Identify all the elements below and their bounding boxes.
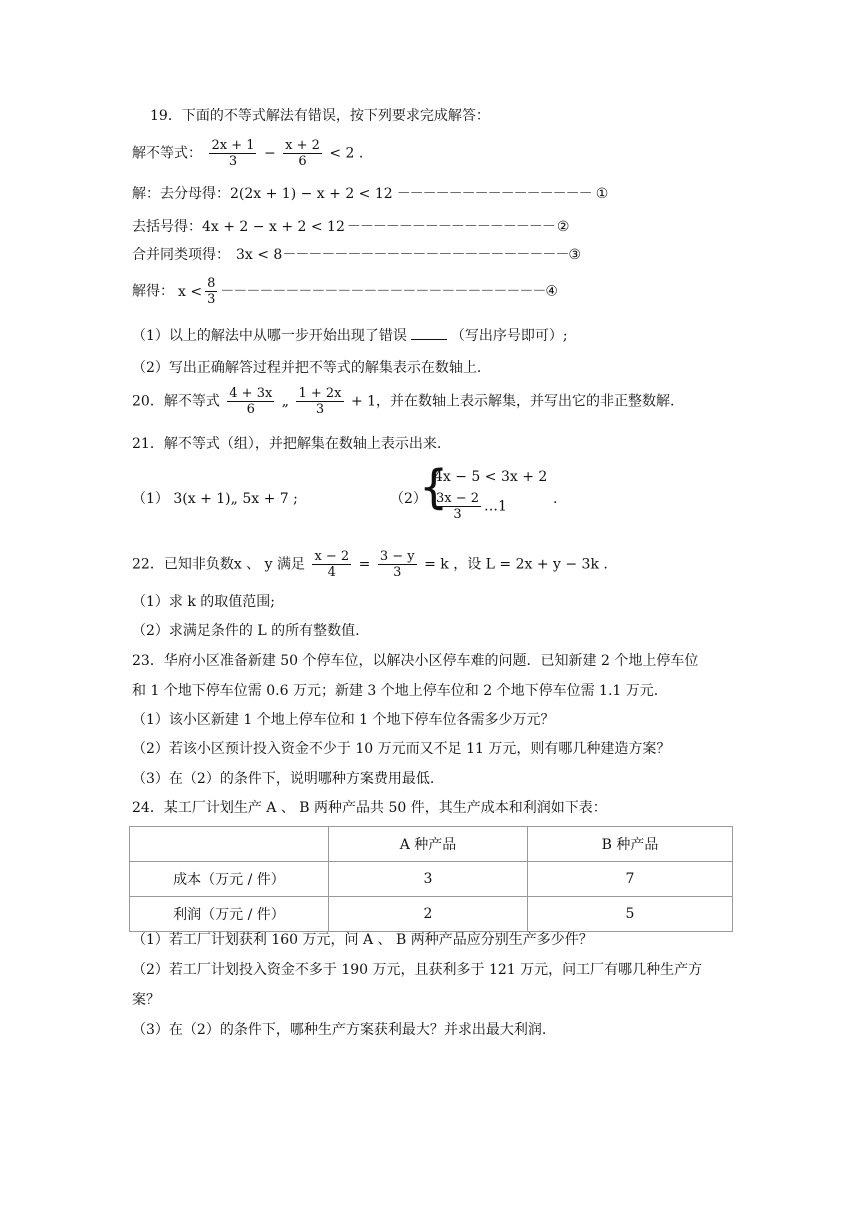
- q24-table: [129, 826, 733, 932]
- q22-fraction-2: $\frac{3 - y}{3}$: [379, 549, 415, 580]
- table-header-cell: [130, 827, 329, 862]
- q24-title: 24．某工厂计划生产 A 、 B 两种产品共 50 件，其生产成本和利润如下表：: [132, 800, 607, 816]
- q23-line-2: 和 1 个地下停车位需 0.6 万元；新建 3 个地上停车位和 2 个地下停车位需 1.1 万元.: [132, 683, 659, 699]
- answer-blank: [411, 327, 447, 340]
- q22-sub-2: （2）求满足条件的 L 的所有整数值.: [132, 623, 360, 639]
- q19-ineq-label: 解不等式：: [132, 145, 202, 162]
- q20-fraction-1: $\frac{4 + 3x}{6}$: [229, 386, 273, 417]
- table-header-cell: A 种产品: [328, 827, 527, 862]
- q19-title: 19．下面的不等式解法有错误，按下列要求完成解答：: [150, 108, 490, 124]
- table-cell: 利润（万元 / 件）: [130, 897, 329, 932]
- q21-system-line-1: 4x − 5 < 3x + 2: [434, 469, 548, 485]
- q19-step-1: 解：去分母得：2(2x + 1) − x + 2 < 12 －－－－－－－－－－－－－－－ ①: [132, 186, 609, 202]
- q22-sub-1: （1）求 k 的取值范围;: [132, 594, 276, 610]
- table-cell: 3: [328, 862, 527, 897]
- q24-sub-2-line-1: （2）若工厂计划投入资金不多于 190 万元，且获利多于 121 万元，问工厂有哪几种生产方: [132, 962, 703, 978]
- table-cell: 5: [527, 897, 732, 932]
- q19-step-2: 去括号得：4x + 2 − x + 2 < 12 －－－－－－－－－－－－－－－－ ②: [132, 219, 570, 235]
- q20: 20．解不等式 $\frac{4 + 3x}{6}$ „ $\frac{1 + 2x}{3}$ + 1，并在数轴上表示解集，并写出它的非正整数解.: [132, 386, 675, 417]
- q24-sub-3: （3）在（2）的条件下，哪种生产方案获利最大？并求出最大利润.: [132, 1022, 547, 1038]
- q20-fraction-2: $\frac{1 + 2x}{3}$: [298, 386, 342, 417]
- q23-sub-2: （2）若该小区预计投入资金不少于 10 万元而又不足 11 万元，则有哪几种建造方案？: [132, 741, 671, 757]
- q21-part-2-label: （2）: [390, 491, 427, 507]
- q19-sub-1: （1）以上的解法中从哪一步开始出现了错误 （写出序号即可）;: [132, 328, 568, 344]
- q23-sub-3: （3）在（2）的条件下，说明哪种方案费用最低.: [132, 771, 435, 787]
- q21-title: 21．解不等式（组），并把解集在数轴上表示出来.: [132, 436, 442, 452]
- table-cell: 7: [527, 862, 732, 897]
- q19-fraction-2: $\frac{x + 2}{6}$: [285, 138, 320, 169]
- table-header-cell: B 种产品: [527, 827, 732, 862]
- system-brace: {: [419, 460, 449, 514]
- table-header-row: [130, 827, 733, 862]
- q19-fraction-1: $\frac{2x + 1}{3}$: [211, 138, 255, 169]
- q21-system-line-2: $\frac{3x - 2}{3}$ …1: [436, 491, 507, 522]
- q19-ineq-rest: < 2 .: [329, 145, 364, 162]
- q23-sub-1: （1）该小区新建 1 个地上停车位和 1 个地下停车位各需多少万元？: [132, 712, 555, 728]
- table-cell: 2: [328, 897, 527, 932]
- q24-sub-2-line-2: 案？: [132, 992, 160, 1008]
- q23-line-1: 23．华府小区准备新建 50 个停车位，以解决小区停车难的问题．已知新建 2 个地上停车位: [132, 653, 699, 669]
- q22: 22．已知非负数x 、 y 满足 $\frac{x - 2}{4}$ = $\frac{3 - y}{3}$ = k ，设 L = 2x + y − 3k .: [132, 549, 608, 580]
- q19-sub-2: （2）写出正确解答过程并把不等式的解集表示在数轴上.: [132, 360, 482, 376]
- q21-period: .: [553, 491, 558, 507]
- table-row: [130, 862, 733, 897]
- q19-step-4: 解得： x < $\frac{8}{3}$ －－－－－－－－－－－－－－－－－－－－－－－－－④: [132, 276, 558, 307]
- q22-fraction-1: $\frac{x - 2}{4}$: [314, 549, 350, 580]
- table-row: [130, 897, 733, 932]
- q19-inequality: 解不等式： $\frac{2x + 1}{3}$ − $\frac{x + 2}{6}$ < 2 .: [132, 138, 364, 169]
- q19-step-3: 合并同类项得： 3x < 8－－－－－－－－－－－－－－－－－－－－－－③: [132, 247, 581, 263]
- q21-part-1: （1） 3(x + 1)„ 5x + 7 ;: [132, 491, 298, 507]
- table-cell: 成本（万元 / 件）: [130, 862, 329, 897]
- q24-sub-1: （1）若工厂计划获利 160 万元，问 A 、 B 两种产品应分别生产多少件？: [132, 932, 593, 948]
